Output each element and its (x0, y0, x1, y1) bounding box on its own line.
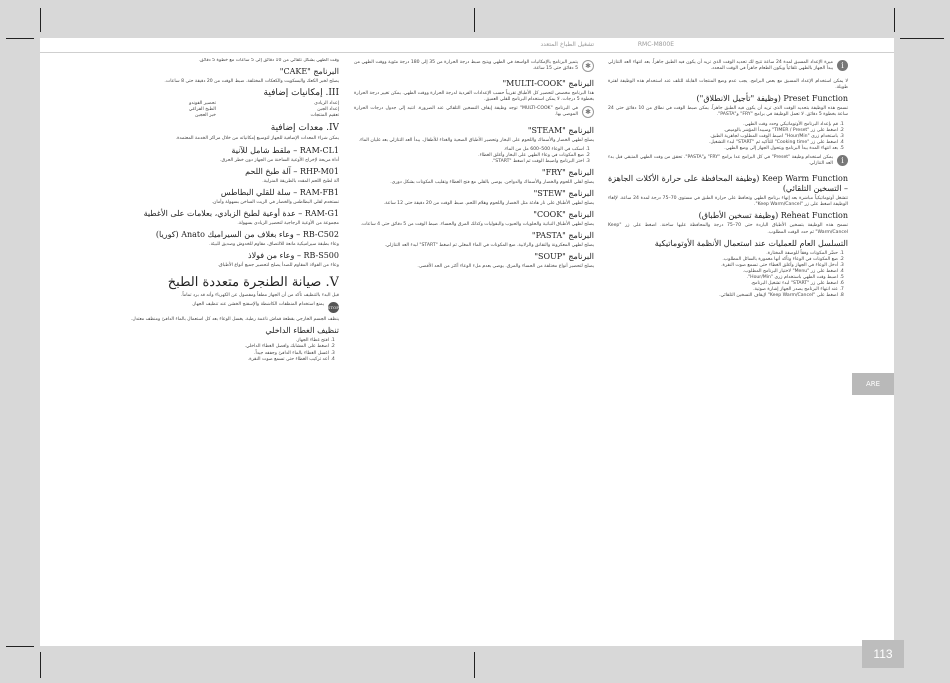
info-note (608, 155, 848, 170)
list-item: إعداد الزبادي (314, 101, 339, 107)
column-left (99, 58, 339, 632)
list-item: 4. أعد تركيب الغطاء حتى تسمع صوت النقرة. (99, 357, 329, 363)
list-item: 1. قم بإعداد البرنامج الأوتوماتيكي وحدد وقت الطهي. (608, 122, 838, 128)
runner-right: تشغيل الطباخ المتعدد (540, 41, 594, 48)
intro-text: وقت الطهي بشكل تلقائي من 10 دقائق إلى 5 ساعات مع خطوة 5 دقائق. (198, 58, 339, 63)
crop-mark (40, 8, 41, 32)
heading-lid: تنظيف الغطاء الداخلي (265, 326, 339, 336)
steam-text: يصلح لطهي الخضار والأسماك واللحوم على البخار وتحضير الأطباق الصحية والغذاء للأطفال. يبدأ العد التنازلي بعد غليان الماء. (358, 137, 594, 143)
list-item: 7. عند انتهاء البرنامج يصدر الجهاز إشارة صوتية. (608, 287, 838, 293)
info-icon: i (837, 155, 848, 166)
document-page (40, 38, 894, 646)
page-number: 113 (862, 640, 904, 668)
runner-left: RMC-M800E (637, 41, 674, 48)
list-item: تحضير الفوندو (189, 101, 216, 107)
heading-rb-c502: RB-C502 – وعاء بغلاف من السيراميك Anato (كوريا) (155, 229, 339, 239)
list-item: 3. اختر البرنامج واضبط الوقت ثم اضغط "START". (354, 159, 584, 165)
stew-text: يصلح لطهي الأطباق على نار هادئة مثل الخضار واللحوم وهلام اللحم. ضبط الوقت من 20 دقيقة حتى 12 ساعة. (383, 201, 594, 207)
list-item: 5. بعد انتهاء المدة يبدأ البرنامج ويتحول الجهاز إلى وضع الطهي. (608, 146, 838, 152)
column-middle (354, 58, 594, 632)
lightbulb-icon: ✱ (582, 106, 594, 118)
steam-steps (354, 147, 594, 165)
list-item: 8. اضغط على "Keep Warm/Cancel" لإيقاف التسخين التلقائي. (608, 293, 838, 299)
language-tab: ARE (852, 373, 894, 395)
list-item: 5. اضبط وقت الطهي باستخدام زري "Hour/Min". (608, 275, 838, 281)
list-item: 3. باستخدام زري "Hour/Min" اضبط الوقت المطلوب لجاهزية الطبق. (608, 134, 838, 140)
heading-additional: III. إمكانيات إضافية (263, 88, 339, 99)
fry-text: يصلح لقلي اللحوم والخضار والأسماك والدواجن. يوصى بالقلي مع فتح الغطاء وتقليب المكونات بشكل دوري. (390, 179, 594, 185)
note-text: لا يمكن استخدام الإعداد المسبق مع بعض البرامج. يجب عدم وضع المنتجات القابلة للتلف عند استخدام هذه الوظيفة لفترة طويلة. (608, 79, 848, 91)
pasta-text: يصلح لطهي المعكرونة والنقانق والزلابية. ضع المكونات في الماء المغلي ثم اضغط "START" لبدء العد التنازلي. (384, 243, 594, 249)
heading-ram-fb1: RAM-FB1 – سلة للقلي البطاطس (220, 187, 339, 197)
ram-fb1-text: تستخدم لقلي البطاطس والخضار في الزيت الساخن بسهولة وأمان. (211, 199, 339, 205)
list-item: خبز العجين (195, 113, 216, 119)
note-text: في البرنامج "MULTI-COOK" توجد وظيفة إيقاف التسخين التلقائي عند الضرورة. انتبه إلى جدول درجات الحرارة الموصى بها. (354, 106, 578, 118)
info-note (608, 60, 848, 75)
heading-steam: البرنامج "STEAM" (527, 125, 594, 135)
crop-mark (474, 8, 475, 32)
cook-text: يصلح لطهي الأطباق النباتية والحلويات والحبوب والبقوليات وكذلك المرق والحساء. ضبط الوقت من 5 دقائق حتى 4 ساعات. (360, 222, 594, 228)
heading-maintenance: V. صيانة الطنجرة متعددة الطبخ (167, 275, 339, 291)
rhp-m01-text: آلة لطبخ اللحم المقدد بالطريقة المنزلية. (262, 178, 339, 184)
lightbulb-icon: ✱ (582, 60, 594, 72)
list-item: 4. اضغط على زر "Cooking time" للتأكيد ثم "START" لبدء التشغيل. (608, 140, 838, 146)
stop-icon: STOP (328, 302, 339, 313)
rb-c502-text: وعاء بطبقة سيراميكية مانعة للالتصاق، مقاوم للخدوش وصديق للبيئة. (209, 241, 339, 247)
list-item: 6. اضغط على زر "START" لبدء تشغيل البرنامج. (608, 281, 838, 287)
list-item: 2. اضغط على زر "TIMER / Preset" وسيبدأ المؤشر بالوميض. (608, 128, 838, 134)
heading-cook: البرنامج "COOK" (533, 210, 594, 220)
running-header (40, 38, 894, 53)
ram-cl1-text: أداة مريحة لإخراج الأوعية الساخنة من الجهاز دون خطر الحرق. (220, 157, 339, 163)
maintenance-text: ينظف الجسم الخارجي بقطعة قماش ناعمة رطبة. يغسل الوعاء بعد كل استعمال بالماء الدافئ ومنظف معتدل. (130, 317, 339, 323)
crop-mark (474, 652, 475, 678)
heading-pasta: البرنامج "PASTA" (531, 231, 594, 241)
heading-soup: البرنامج "SOUP" (534, 252, 594, 262)
heading-accessories: IV. معدات إضافية (270, 123, 339, 134)
heading-rb-s500: RB-S500 – وعاء من فولاذ (248, 251, 339, 261)
list-item: 1. اسكب في الوعاء 500–600 مل من الماء. (354, 147, 584, 153)
ram-g1-text: مجموعة من الأوعية الزجاجية لتحضير الزبادي بسهولة. (237, 220, 339, 226)
general-steps (608, 251, 848, 300)
list-item: تعقيم المنتجات (310, 113, 339, 119)
heading-reheat: Reheat Function (وظيفة تسخين الأطباق) (698, 211, 848, 221)
tip-note (354, 60, 594, 75)
list-item: 1. افتح غطاء الجهاز. (99, 338, 329, 344)
preset-steps (608, 122, 848, 152)
additional-list (99, 101, 339, 119)
heading-stew: البرنامج "STEW" (533, 189, 594, 199)
heading-ram-g1: RAM-G1 – عدة أوعية لطبخ الزبادي، بعلامات على الأغطية (143, 208, 339, 218)
list-item: 1. حضّر المكونات وفقاً للوصفة المختارة. (608, 251, 838, 257)
maintenance-text: قبل البدء بالتنظيف تأكد من أن الجهاز مطفأ ومفصول عن الكهرباء وأنه قد برد تماماً. (180, 293, 339, 299)
list-item: 3. اغسل الغطاء بالماء الدافئ وجففه جيداً. (99, 351, 329, 357)
heading-multicook: البرنامج "MULTI-COOK" (502, 79, 594, 89)
lid-steps (99, 338, 339, 362)
heading-cake: البرنامج "CAKE" (279, 67, 339, 77)
soup-text: يصلح لتحضير أنواع مختلفة من الحساء والمرق. يوصى بعدم ملء الوعاء أكثر من الحد الأقصى. (417, 264, 594, 270)
heading-general-sequence: التسلسل العام للعمليات عند استعمال الأنظمة الأوتوماتيكية (654, 238, 848, 248)
crop-mark (6, 38, 34, 39)
rb-s500-text: وعاء من الفولاذ المقاوم للصدأ يصلح لتحضير جميع أنواع الأطباق. (217, 263, 339, 269)
heading-fry: البرنامج "FRY" (541, 167, 594, 177)
list-item: 2. اضغط على المشابك وافصل الغطاء الداخلي. (99, 344, 329, 350)
heading-preset: Preset Function (وظيفة "تأجيل الانطلاق") (696, 94, 848, 104)
crop-mark (40, 652, 41, 678)
intro-text: ميزة الإعداد المسبق لمدة 24 ساعة تتيح لك تحديد الوقت الذي تريد أن يكون فيه الطبق جاهزاً. بعد انتهاء العد التنازلي يبدأ الجهاز بالطهي تلقائياً ويكون الطعام جاهزاً في الوقت المحدد. (608, 60, 833, 72)
crop-mark (900, 38, 944, 39)
crop-mark (894, 8, 895, 32)
list-item: 2. ضع المكونات في وعاء الطهي على البخار وأغلق الغطاء. (354, 153, 584, 159)
multicook-text: هذا البرنامج مخصص لتحضير كل الأطباق تقريباً حسب الإعدادات الفردية لدرجة الحرارة ووقت الطهي. يمكن تغيير درجة الحرارة بخطوة 5 درجات. لا يمكن استخدام البرنامج للقلي العميق. (354, 91, 594, 103)
list-item: 3. أدخل الوعاء في الجهاز وأغلق الغطاء حتى تسمع صوت النقرة. (608, 263, 838, 269)
intro-text: يتميز البرنامج بالإمكانيات الواسعة في الطهي ويتيح ضبط درجة الحرارة من 35 إلى 180 درجة مئوية ووقت الطهي من 5 دقائق حتى 15 ساعة. (354, 60, 578, 72)
list-item: الطبخ الفراغي (188, 107, 216, 113)
list-item: 4. اضغط على زر "Menu" لاختيار البرنامج المطلوب. (608, 269, 838, 275)
info-icon: i (837, 60, 848, 71)
column-right (608, 58, 848, 632)
heading-rhp-m01: RHP-M01 – آلة طبخ اللحم (245, 166, 339, 176)
note-text: يمكن استخدام وظيفة "Preset" في كل البرامج عدا برامج "FRY" و"PASTA". تحقق من وقت الطهي المتبقي قبل بدء العد التنازلي. (608, 155, 833, 167)
reheat-text: تسمح هذه الوظيفة بتسخين الأطباق الباردة حتى 70–75 درجة والمحافظة عليها ساخنة. اضغط على زر "Keep Warm/Cancel" ثم حدد الوقت المطلوب. (608, 223, 848, 235)
tip-note (354, 106, 594, 121)
cake-text: يصلح لخبز الكعك والبسكويت والكعكات المختلفة. ضبط الوقت من 20 دقيقة حتى 8 ساعات. (164, 79, 339, 85)
crop-mark (6, 646, 34, 647)
heading-ram-cl1: RAM-CL1 – ملقط شامل للآنية (231, 145, 339, 155)
warning-note (99, 302, 339, 313)
accessories-text: يمكن شراء المعدات الإضافية للجهاز لتوسيع إمكانياته من خلال مراكز الخدمة المعتمدة. (175, 136, 339, 142)
heading-keep-warm: Keep Warm Function (وظيفة المحافظة على حرارة الأكلات الجاهزة – التسخين التلقائي) (608, 174, 848, 194)
list-item: 2. ضع المكونات في الوعاء وتأكد أنها مغمورة بالسائل المطلوب. (608, 257, 838, 263)
preset-text: تسمح هذه الوظيفة بتحديد الوقت الذي تريد أن يكون فيه الطبق جاهزاً. يمكن ضبط الوقت في نطاق من 10 دقائق حتى 24 ساعة بخطوة 5 دقائق. لا تعمل الوظيفة في برامج "FRY" و"PASTA". (608, 106, 848, 118)
keep-warm-text: تتشغل أوتوماتيكياً مباشرة بعد إنهاء برنامج الطهي وتحافظ على حرارة الطبق في مستوى 70–75 درجة لمدة 24 ساعة. لإلغاء الوظيفة اضغط على زر "Keep Warm/Cancel". (608, 196, 848, 208)
list-item: إعداد الجبن (317, 107, 339, 113)
note-text: يمنع استخدام المنظفات الكاشطة والإسفنج الخشن عند تنظيف الجهاز. (191, 302, 324, 308)
